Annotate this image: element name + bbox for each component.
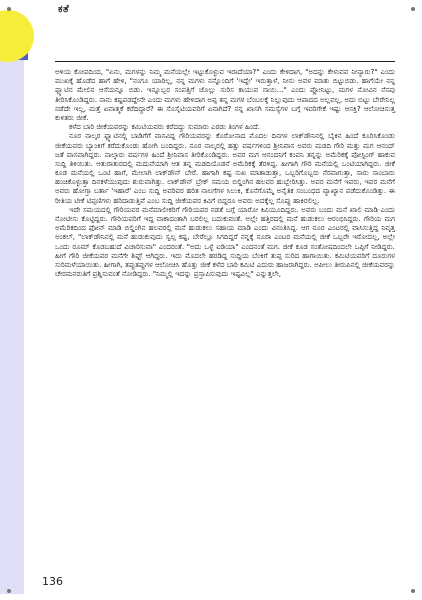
side-lilac-band (0, 34, 24, 594)
page-number: 136 (42, 575, 63, 588)
running-head: ಕತೆ (58, 4, 70, 15)
corner-mark (411, 7, 415, 11)
body-text (55, 67, 395, 278)
paragraph: ಇದೇ ಸಮಯದಲ್ಲಿ ಗೌರಿಯವರ ಮನೆಮಾಲೀಕರಿಗೆ ಗೌರಿಯವರ ನಡತೆ ಬಗ್ಗೆ ಯಾರೋ ಕಿವಿಯೂದಿದ್ದರು. ಅವರು ಬಂದು ಮನೆ ಖಾಲಿ ಮಾಡಿ ಎಂದು ನೋಟೀಸು ಕೊಟ್ಟಿದ್ದರು. ಗೌರಿಯವರಿಗೆ ಇದ್ದ ವಾಕಾದಂತಾಗಿ ಬರಲಿಲ್ಲ ಬದುಕುವಂತೆ. ಅಲ್ಲೇ ಹತ್ತಿರದಲ್ಲಿ ಮನೆ ಹುಡುಕಲು ಆರಂಭಿಸಿದ್ದರು. ಗೌರಿಯ ಮಗ ಅಮೆರಿಕದಿಂದ ಫೋನ್ ಮಾಡಿ ಬಿಲ್ಡಿಂಗಿನ ಹಲವರಲ್ಲಿ ಮನೆ ಹುಡುಕಲು ಸಹಾಯ ಮಾಡಿ ಎಂದು ವಿನಂತಿಸಿದ್ದ. ಆಗ ನೂರ ಎಂಟರಲ್ಲಿ ವಾಸಿಸುತ್ತಿದ್ದ ನಿವೃತ್ತ ಅಂಕಲ್, "ಲಾಕ್‌ಡೌನಿನಲ್ಲಿ ಮನೆ ಹುಡುಕುವುದು ಸ್ವಲ್ಪ ಕಷ್ಟ, ಬೇರೆಲ್ಲೂ ಸಿಗದಿದ್ದರೆ ನನ್ನಕ್ಕೆ ನೂರಾ ಎಂಟರ ಮನೆಯಲ್ಲಿ ಜೀಕೆ ಒಬ್ಬರೇ ಇರೋದಲ್ಲ, ಅಲ್ಲೇ ಒಂದು ರೂಮ್ ಕೊಡಬಹುದೆ ವಿಚಾರಿಸುವಾ" ಎಂದರಂತೆ. "ಅದು ಒಳ್ಳೆ ಐಡಿಯಾ" ಎಂದನಂತೆ ಮಗ. ಜೀಕೆ ಕೂಡ ಸಂತೋಷದಿಂದಲೇ ಒಪ್ಪಿಗೆ ನೀಡಿದ್ದರು. ಹೀಗೆ ಗೌರಿ ಜೀಕೆಯವರ ಮನೆಗೇ ಶಿಫ್ಟ್ ಆಗಿದ್ದರು. ಇದು ಮೊದಲೇ ಹರಡಿದ್ದ ಸುದ್ದಿಯ ಬೆಂಕಿಗೆ ತುಪ್ಪ ಸುರಿದ ಹಾಗಾಯಿತು. ಕಮಿಟಿಯವರಿಗೆ ದೂರುಗಳ ಸುರಿಮಳೆಯಾಯಿತು. ಹೀಗಾಗಿ, ತಪ್ಪುತಪ್ಪುಗಳ ಆಲೋಚಿಸಿ ಹೊತ್ತು ಜೀಕೆ ಕಳೆದ ಬಾರಿ ಕಮಿಟಿ ಎದುರು ಹಾಜರಾಗಿದ್ದರು. ಅಪೀಲು ತೀರುಪಿನಲ್ಲಿ ಜೀಕೆಯವರನ್ನು ಚೇರಮನರುತಿಗೆ ಪ್ರಶ್ನಿಸುವಂತೆ ನೋಡಿದ್ದರು. "ನಿಮ್ಮಲ್ಲಿ ಇದನ್ನು ಪ್ರಸ್ತಾಪಿಸುವುದು ಇಷ್ಟವಿಲ್ಲ" ಎನ್ನುತ್ತಲೇ, (55, 204, 395, 279)
paragraph: ಕಳೆದ ಬಾರಿ ಜೀಕೆಯವರನ್ನು ಕಮಿಟಿಯವರು ಕರೆದದ್ದು ಸುಮಾರು ಎರಡು ತಿಂಗಳ ಹಿಂದೆ. (69, 122, 261, 132)
paragraph: ಅಳಿಯ ಕೋಪದಿಂದ, "ಏನು, ಮಗಳನ್ನು ನಿಮ್ಮ ಮನೆಯಲ್ಲೇ ಇಟ್ಟುಕೊಳ್ಳುವ ಇರಾದೆಯಾ?" ಎಂದು ಕೇಳಿದಾಗ, "ಅದನ್ನು ಕೇಳುವವ ನೀನ್ಯಾರು?" ಎಂದು ಮುಖಕ್ಕೆ ಹೊಡೆದ ಹಾಗೆ ಹೇಳಿ, "ನಂಗೂ ಯಾರಿಲ್ಲ, ನನ್ನ ಮಗಳು ನನ್ನೊಂದಿಗೆ 'ಇದ್ದೇ' ಇರುತ್ತಾಳೆ, ನೀನು ಅವಳ ಮಾತು ಬಿಟ್ಟುಬಿಡು. ಹಾಗೆಯೇ ನನ್ನ ಫ್ಲ್ಯಾಟಿನ ಮೇಲಿನ ಆಸೆಯನ್ನೂ ಬಿಡು. ಇನ್ನೂಬ್ಬರ ಸಂಪತ್ತಿಗೆ ಜೊಲ್ಲು ಸುರಿಸ ಕಾಯುವ ನಾಯಿ..." ಎಂದು ಪ್ಲೋನಿಟ್ಟು, ಮಗಳ ನೋವಿನ ನೆನಪು ತೀರಿಸಿಕೊಂಡಿದ್ದರು. ನಾನು ಕಷ್ಟಪಡದ್ದೇನೇ ಎಂದು ಮಗಳು ಹೇಳಿದಾಗ ಅಪ್ಪ ತನ್ನ ಮಗಳ ಬೆಂಬಲಕ್ಕೆ ನಿಲ್ಲುವುದು ಆಪಾದದ ಅಲ್ಲವಲ್ಲ, ಅದು ಬಿಟ್ಟು ಬೇರೇನಿಲ್ಲ ನಡೆದೇ ಇಲ್ಲ, ಮತ್ತೆ ಏವಾತ್ಮಕೆ ಕರೆದಿದ್ದಾರೆ? ಈ ಸೊಸೈಟಿಯವರಿಗೆ ಏನಾಗಿದೆ? ನನ್ನ ಖಾಸಗಿ ಸಮಸ್ಯೆಗಳ ಬಗ್ಗೆ ಇವರಿಗೇಕೆ ಇಷ್ಟು ಆಸಕ್ತಿ? ಆಲೋಚಿಸುತ್ತ ಕುಳಿತರು ಜೀಕೆ. (55, 67, 395, 122)
header-rule (55, 61, 395, 62)
paragraph: ನೂರ ನಾಲ್ಕರ ಫ್ಲ್ಯಾಟಿನಲ್ಲಿ ಬಾಡಿಗೆಗೆ ವಾಸವಿದ್ದ ಗೌರಿಯವರನ್ನು ಕೊರೋನಾದ ಮೊದಲ ದಿನಗಳ ಲಾಕ್‌ಡೌನಿನಲ್ಲಿ ಬೈಕಿನ ಹಿಂದೆ ಕೂರಿಸಿಕೊಂಡು ಜೀಕೆಯವರು ಬ್ಯಾಂಕಿಗೆ ಕರೆದುಕೊಂಡು ಹೋಗಿ ಬಂದಿದ್ದರು. ನೂರ ನಾಲ್ಕರಲ್ಲಿ ಹತ್ತು ವರ್ಷಗಳಿಂದ ಶ್ರೀನಿವಾಸ ಅವರು ಮಡದಿ ಗೌರಿ ಮತ್ತು ಮಗ ಆನಂದ್ ಜತೆ ವಾಸವಾಗಿದ್ದರು. ನಾಲ್ಕಾರು ವರ್ಷಗಳ ಹಿಂದೆ ಶ್ರೀನಿವಾಸ ತೀರಿಕೊಂಡಿದ್ದರು. ಅವರ ಮಗ ಆನಂದನಿಗೆ ಕಂಪನಿ ತನ್ನನ್ನು ಅಮೆರಿಕಕ್ಕೆ ಪೋಸ್ಟಿಂಗ್ ಹಾಕುವ ಸುದ್ದಿ ತಿಳಿಯಿತು. ಆತುರಾತುರದಲ್ಲಿ ಮದುವೆಯಾಗಿ ಆತ ತನ್ನ ಮಡದಿಯೊಡನೆ ಅಮೆರಿಕಕ್ಕೆ ತೆರಳಿದ್ದ. ಹೀಗಾಗಿ ಗೌರಿ ಮನೆಯಲ್ಲಿ ಒಂಟಿಯಾಗಿದ್ದರು. ಜೀಕೆ ಕೂಡ ಮನೆಯಲ್ಲಿ ಒಂಟಿ ಹಾಗೆ, ಮೇಲಾಗಿ ಲಾಕ್‌ಡೌನ್ ಬೇರೆ. ಹಾಗಾಗಿ ಕಷ್ಟ ಸುಖ ಮಾತಾಡುತ್ತಾ, ಒಬ್ಬರಿಗೊಬ್ಬರು ನೆರವಾಗುತ್ತಾ, ಸಾರು ಸಾಂಬಾರು ಹಂಚಿಕೊಳ್ಳುತ್ತಾ ದಿನಕಳೆಯುವುದು ಶುರುವಾಗಿತ್ತು. ಲಾಕ್‌ಡೌನ್ ಬ್ರೇಕ್ ಸಮಯ ಬಿಲ್ಡಿಂಗಿನ ಹಲವರ ಹುಬ್ಬೇರಿಸಿತ್ತು. ಅವರ ಮನೆಗೆ ಇವರು, ಇವರ ಮನೆಗೆ ಅವರು ಹೋಗ್ತಾ ಬರ್ತಾ 'ಇಹಾರೆ' ಎಂಬ ಸುದ್ದಿ ಅವರಿವರ ಹರಿತ ನಾಲಗೆಗಳ ಸಿಲುಕಿ, ಕೊನೆಗೊಮ್ಮೆ ಅನೈತಿಕ ಸಂಬಂಧದ ವ್ಯಾಖ್ಯಾನ ಪಡೆದುಕೊಂಡಿತ್ತು. ಈ ರೀತಿಯ ಟೀಕೆ ಟಿಪ್ಪಣಿಗಳು ಹರಿದಾಡುತ್ತಿವೆ ಎಂಬ ಸುದ್ದಿ ಜೀಕೆಯವರ ಕಿವಿಗೆ ಬಿದ್ದರೂ ಅವರು ಅದಕ್ಕೆಲ್ಲ ಸೊಪ್ಪು ಹಾಕಿರಲಿಲ್ಲ. (55, 131, 395, 205)
corner-mark (411, 589, 415, 593)
corner-mark (7, 7, 11, 11)
corner-mark (7, 589, 11, 593)
